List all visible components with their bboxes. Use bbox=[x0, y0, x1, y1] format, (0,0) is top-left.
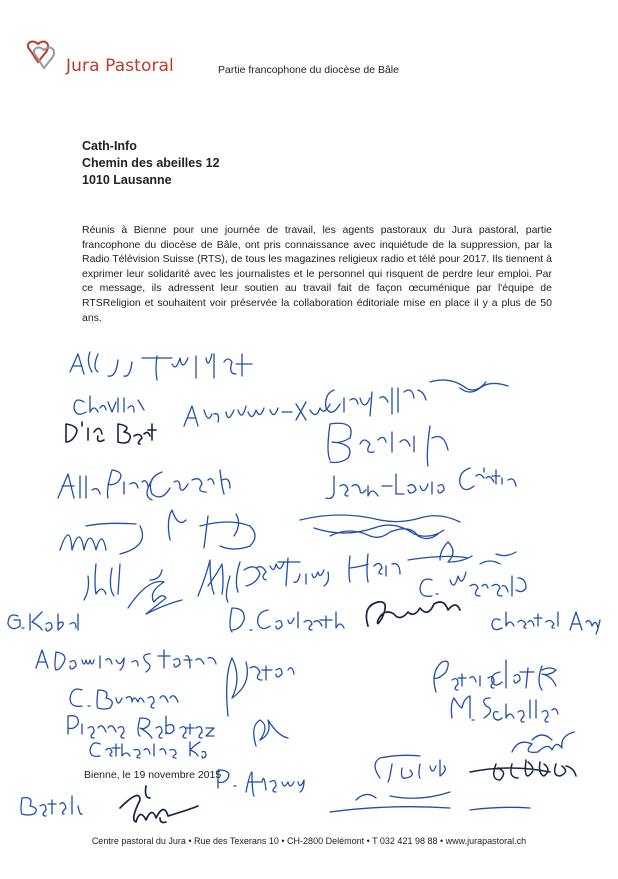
signatures-drawing bbox=[0, 340, 618, 830]
signatures-area bbox=[0, 340, 618, 830]
letter-footer: Centre pastoral du Jura • Rue des Texerans 10 • CH-2800 Delémont • T 032 421 98 88 • www.jurapastoral.ch bbox=[91, 836, 527, 846]
address-line-1: Cath-Info bbox=[82, 139, 137, 153]
header-tagline: Partie francophone du diocèse de Bâle bbox=[218, 64, 399, 76]
logo-wordmark bbox=[66, 56, 174, 76]
address-line-2: Chemin des abeilles 12 bbox=[82, 156, 220, 170]
letter-body: Réunis à Bienne pour une journée de travail, les agents pastoraux du Jura pastoral, partie francophone du diocèse de Bâle, ont pris connaissance avec inquiétude de la suppression, par la Radio Télévision Suisse (RTS), de tous les magazines religieux radio et télé pour 2017. Ils tiennent à exprimer leur solidarité avec les journalistes et le personnel qui risquent de perdre leur emploi. Par ce message, ils adressent leur soutien au travail fait de façon œcuménique par l'équipe de RTSReligion et souhaitent voir préservée la collaboration éditoriale mise en place il y a plus de 50 ans. bbox=[82, 224, 552, 324]
logo-word-pastoral: Pastoral bbox=[105, 56, 174, 76]
date-line: Bienne, le 19 novembre 2015 bbox=[84, 769, 222, 781]
address-line-3: 1010 Lausanne bbox=[82, 173, 172, 187]
recipient-address bbox=[82, 138, 220, 189]
interlocking-heart-logo-icon bbox=[22, 36, 66, 78]
logo-word-jura: Jura bbox=[66, 56, 100, 76]
jura-pastoral-logo bbox=[22, 36, 172, 78]
